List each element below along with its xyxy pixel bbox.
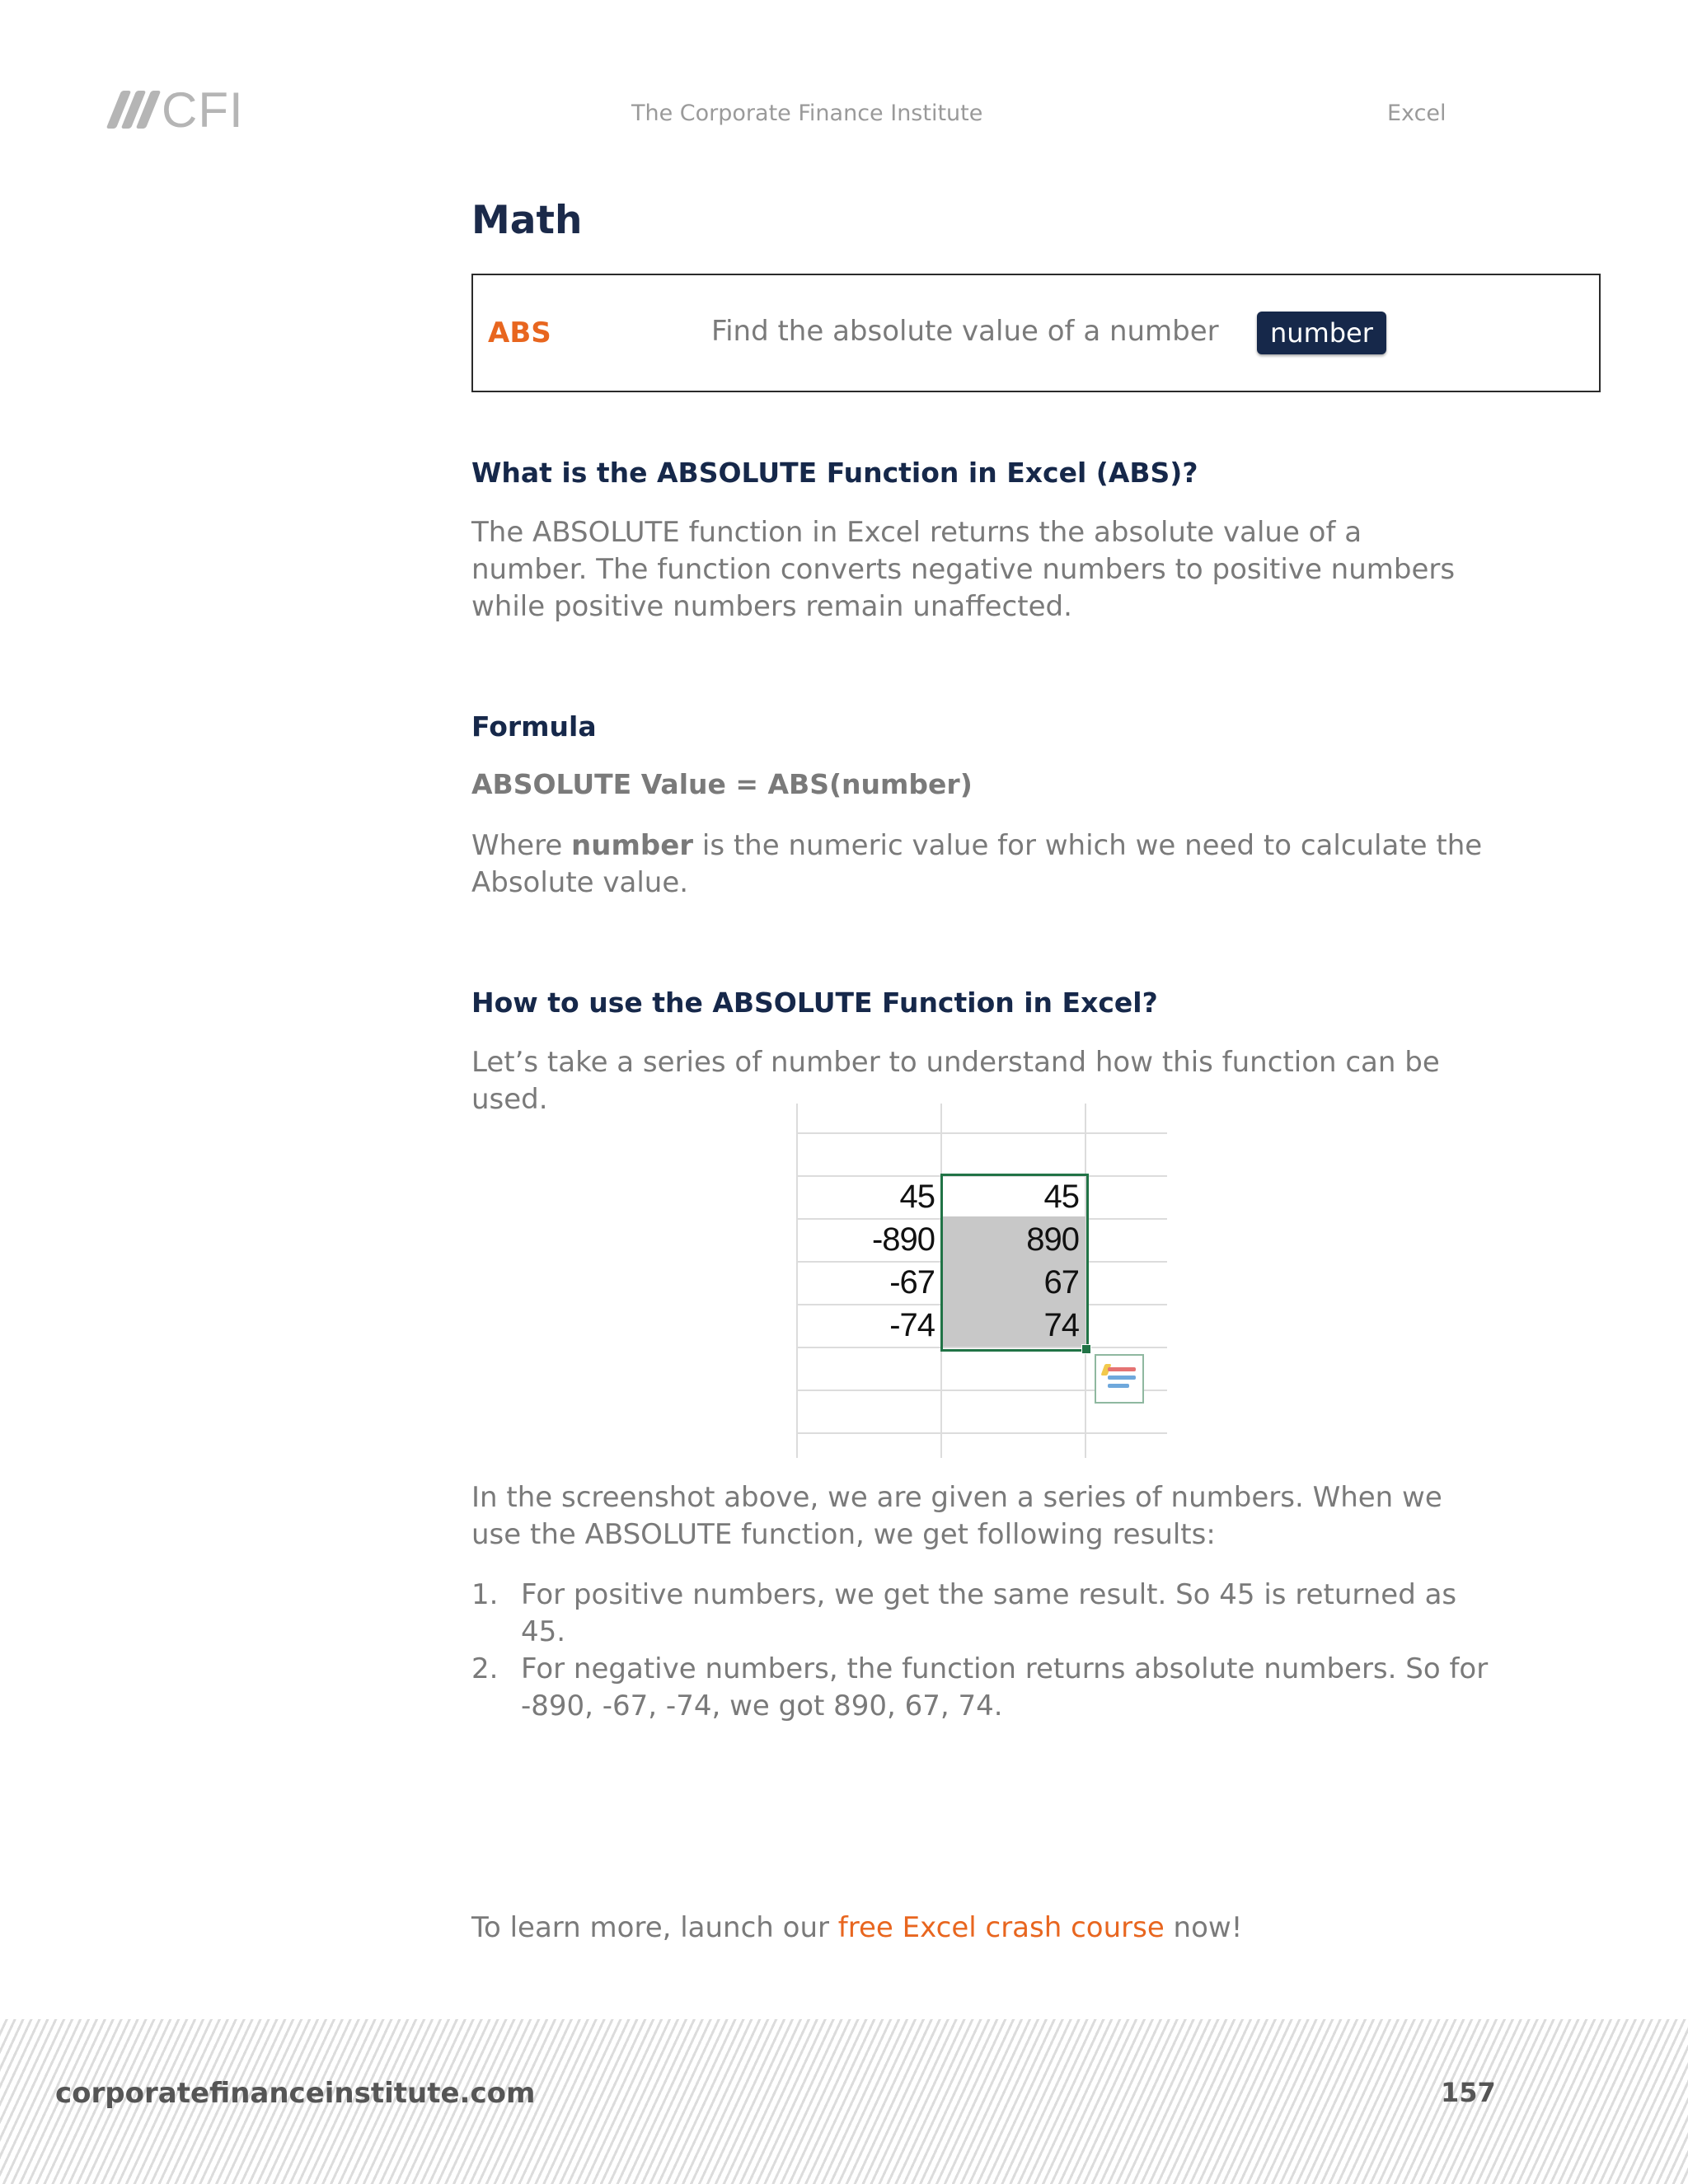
gridline [796,1132,1167,1134]
gridline [796,1432,1167,1434]
list-text: For positive numbers, we get the same result. So 45 is returned as 45. [521,1578,1457,1648]
input-cell[interactable]: -67 [889,1264,935,1301]
section-title: Math [471,198,583,243]
input-cell[interactable]: -890 [871,1221,935,1258]
main-content [471,198,1602,1944]
function-description: Find the absolute value of a number [711,315,1219,348]
cta-paragraph [471,1910,1485,1947]
excel-screenshot [796,1104,1167,1458]
where-bold-term: number [571,829,694,862]
list-number: 1. [471,1578,499,1611]
formula-where-paragraph [471,827,1485,902]
what-is-heading: What is the ABSOLUTE Function in Excel (ABS)? [471,457,1198,489]
fill-handle[interactable] [1081,1344,1091,1354]
how-to-heading: How to use the ABSOLUTE Function in Excel? [471,987,1158,1019]
cta-prefix: To learn more, launch our [471,1911,838,1944]
output-cell[interactable]: 74 [1043,1307,1079,1343]
function-summary-box [471,274,1601,392]
input-cell[interactable]: 45 [899,1179,935,1215]
argument-badge: number [1257,312,1386,354]
quick-analysis-icon[interactable] [1095,1354,1144,1404]
logo-text: CFI [162,82,244,138]
page-footer [0,2019,1688,2184]
cfi-logo-mark-icon [114,91,153,129]
output-cell[interactable]: 890 [1026,1221,1079,1258]
selection-border [940,1174,1089,1352]
list-text: For negative numbers, the function returns absolute numbers. So for -890, -67, -74, we got 890, 67, 74. [521,1652,1489,1722]
list-item [471,1651,1502,1725]
page-number: 157 [1441,2077,1496,2108]
header-publisher: The Corporate Finance Institute [631,101,983,126]
excel-course-link[interactable]: free Excel crash course [837,1911,1165,1944]
header-category: Excel [1387,101,1447,126]
how-to-intro: Let’s take a series of number to understand how this function can be used. [471,1046,1440,1116]
formula-heading: Formula [471,710,597,743]
what-is-paragraph: The ABSOLUTE function in Excel returns the absolute value of a number. The function converts negative numbers to positive numbers while positive numbers remain unaffected. [471,516,1456,623]
list-item [471,1577,1502,1651]
output-cell[interactable]: 45 [1043,1179,1079,1215]
list-number: 2. [471,1652,499,1685]
formula-expression: ABSOLUTE Value = ABS(number) [471,768,973,800]
page-header [0,0,1688,165]
where-prefix: Where [471,829,572,862]
where-suffix: is the numeric value for which we need to calculate the Absolute value. [471,829,1483,899]
results-list [471,1577,1502,1725]
cta-suffix: now! [1164,1911,1243,1944]
results-paragraph: In the screenshot above, we are given a series of numbers. When we use the ABSOLUTE function, we get following results: [471,1481,1442,1551]
cfi-logo [114,81,244,138]
footer-website: corporatefinanceinstitute.com [55,2077,536,2110]
function-name: ABS [488,316,551,349]
input-cell[interactable]: -74 [889,1307,935,1343]
output-cell[interactable]: 67 [1043,1264,1079,1301]
